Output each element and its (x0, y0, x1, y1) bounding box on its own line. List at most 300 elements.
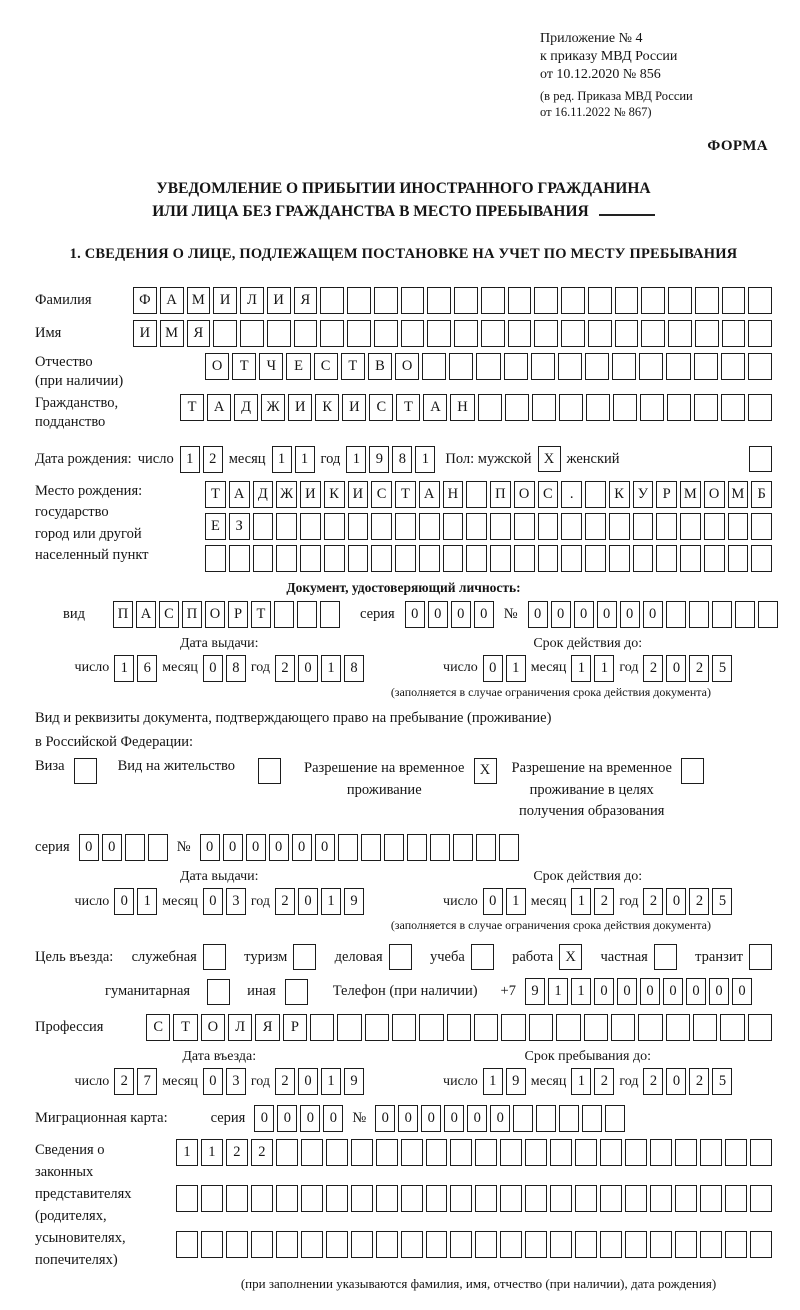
char-cell[interactable]: Т (395, 481, 416, 508)
char-cell[interactable]: 2 (226, 1139, 248, 1166)
char-cell[interactable] (226, 1185, 248, 1212)
char-cell[interactable]: Е (286, 353, 310, 380)
char-cell[interactable] (588, 320, 612, 347)
char-cell[interactable]: В (368, 353, 392, 380)
char-cell[interactable] (374, 320, 398, 347)
char-cell[interactable] (559, 1105, 579, 1132)
char-cell[interactable] (371, 513, 392, 540)
char-cell[interactable]: 1 (321, 1068, 341, 1095)
char-cell[interactable] (650, 1185, 672, 1212)
char-cell[interactable] (704, 513, 725, 540)
char-cell[interactable] (348, 513, 369, 540)
char-cell[interactable] (559, 394, 583, 421)
sex-male-checkbox[interactable]: X (538, 446, 561, 472)
char-cell[interactable] (675, 1231, 697, 1258)
char-cell[interactable] (748, 1014, 772, 1041)
char-cell[interactable] (326, 1139, 348, 1166)
char-cell[interactable] (320, 601, 340, 628)
char-cell[interactable]: Т (180, 394, 204, 421)
char-cell[interactable]: 0 (666, 1068, 686, 1095)
char-cell[interactable] (633, 513, 654, 540)
char-cell[interactable] (326, 1231, 348, 1258)
char-cell[interactable] (274, 601, 294, 628)
identity-number-cells[interactable] (528, 601, 778, 628)
char-cell[interactable]: Р (656, 481, 677, 508)
char-cell[interactable] (641, 287, 665, 314)
char-cell[interactable] (426, 1139, 448, 1166)
char-cell[interactable]: 0 (269, 834, 289, 861)
char-cell[interactable]: 0 (666, 655, 686, 682)
char-cell[interactable]: 0 (528, 601, 548, 628)
guardians-cells-row1[interactable] (176, 1139, 772, 1179)
char-cell[interactable]: 1 (571, 1068, 591, 1095)
char-cell[interactable] (536, 1105, 556, 1132)
identity-issue-day-cells[interactable] (114, 655, 157, 682)
char-cell[interactable] (392, 1014, 416, 1041)
char-cell[interactable]: 0 (686, 978, 706, 1005)
char-cell[interactable]: 0 (292, 834, 312, 861)
guardians-cells-row3[interactable] (176, 1231, 772, 1271)
stay-day-cells[interactable] (483, 1068, 526, 1095)
char-cell[interactable]: 0 (79, 834, 99, 861)
char-cell[interactable] (454, 320, 478, 347)
purpose-business-checkbox[interactable] (203, 944, 226, 970)
char-cell[interactable]: 9 (525, 978, 545, 1005)
char-cell[interactable] (504, 353, 528, 380)
char-cell[interactable] (751, 513, 772, 540)
char-cell[interactable] (561, 320, 585, 347)
char-cell[interactable] (148, 834, 168, 861)
char-cell[interactable]: 0 (246, 834, 266, 861)
char-cell[interactable]: 0 (467, 1105, 487, 1132)
char-cell[interactable]: А (419, 481, 440, 508)
char-cell[interactable] (395, 513, 416, 540)
char-cell[interactable]: 2 (689, 1068, 709, 1095)
char-cell[interactable] (401, 287, 425, 314)
birthplace-cells-row3[interactable] (205, 545, 772, 572)
char-cell[interactable]: Т (232, 353, 256, 380)
identity-valid-day-cells[interactable] (483, 655, 526, 682)
char-cell[interactable]: 1 (137, 888, 157, 915)
purpose-transit-checkbox[interactable] (749, 944, 772, 970)
char-cell[interactable]: 2 (275, 1068, 295, 1095)
char-cell[interactable] (500, 1231, 522, 1258)
char-cell[interactable] (348, 545, 369, 572)
char-cell[interactable] (693, 1014, 717, 1041)
char-cell[interactable]: П (182, 601, 202, 628)
char-cell[interactable]: 0 (375, 1105, 395, 1132)
char-cell[interactable]: 0 (203, 655, 223, 682)
char-cell[interactable] (481, 287, 505, 314)
char-cell[interactable] (694, 394, 718, 421)
residence-number-cells[interactable] (200, 834, 519, 861)
char-cell[interactable] (500, 1139, 522, 1166)
purpose-humanitarian-checkbox[interactable] (207, 979, 230, 1005)
char-cell[interactable] (666, 1014, 690, 1041)
char-cell[interactable] (376, 1231, 398, 1258)
char-cell[interactable] (447, 1014, 471, 1041)
char-cell[interactable]: 0 (444, 1105, 464, 1132)
char-cell[interactable] (531, 353, 555, 380)
char-cell[interactable]: 0 (223, 834, 243, 861)
char-cell[interactable] (639, 353, 663, 380)
char-cell[interactable]: 1 (506, 655, 526, 682)
char-cell[interactable] (666, 353, 690, 380)
char-cell[interactable]: А (136, 601, 156, 628)
char-cell[interactable]: С (314, 353, 338, 380)
purpose-other-checkbox[interactable] (285, 979, 308, 1005)
char-cell[interactable] (481, 320, 505, 347)
char-cell[interactable]: Д (234, 394, 258, 421)
birthplace-cells-row2[interactable] (205, 513, 772, 540)
char-cell[interactable]: Ч (259, 353, 283, 380)
char-cell[interactable] (650, 1139, 672, 1166)
char-cell[interactable]: 1 (176, 1139, 198, 1166)
char-cell[interactable] (695, 320, 719, 347)
char-cell[interactable]: О (205, 353, 229, 380)
char-cell[interactable]: А (207, 394, 231, 421)
char-cell[interactable]: С (371, 481, 392, 508)
char-cell[interactable] (419, 513, 440, 540)
char-cell[interactable]: 0 (594, 978, 614, 1005)
char-cell[interactable] (680, 513, 701, 540)
char-cell[interactable] (501, 1014, 525, 1041)
char-cell[interactable] (205, 545, 226, 572)
char-cell[interactable]: Т (205, 481, 226, 508)
char-cell[interactable] (324, 513, 345, 540)
char-cell[interactable]: 0 (421, 1105, 441, 1132)
char-cell[interactable] (612, 353, 636, 380)
char-cell[interactable] (656, 545, 677, 572)
char-cell[interactable] (401, 320, 425, 347)
char-cell[interactable]: 1 (272, 446, 292, 473)
char-cell[interactable]: 2 (643, 888, 663, 915)
char-cell[interactable] (513, 1105, 533, 1132)
char-cell[interactable] (728, 513, 749, 540)
identity-kind-cells[interactable] (113, 601, 340, 628)
char-cell[interactable]: 0 (709, 978, 729, 1005)
char-cell[interactable]: 0 (254, 1105, 274, 1132)
firstname-cells[interactable] (133, 320, 772, 347)
char-cell[interactable] (297, 601, 317, 628)
char-cell[interactable]: М (680, 481, 701, 508)
char-cell[interactable]: 2 (275, 655, 295, 682)
char-cell[interactable] (728, 545, 749, 572)
char-cell[interactable] (725, 1185, 747, 1212)
char-cell[interactable]: И (288, 394, 312, 421)
char-cell[interactable] (600, 1139, 622, 1166)
char-cell[interactable] (680, 545, 701, 572)
char-cell[interactable]: Т (341, 353, 365, 380)
char-cell[interactable] (712, 601, 732, 628)
char-cell[interactable]: И (348, 481, 369, 508)
char-cell[interactable] (251, 1231, 273, 1258)
char-cell[interactable] (748, 320, 772, 347)
char-cell[interactable] (426, 1185, 448, 1212)
char-cell[interactable] (426, 1231, 448, 1258)
char-cell[interactable] (276, 1139, 298, 1166)
char-cell[interactable] (609, 545, 630, 572)
char-cell[interactable]: 5 (712, 1068, 732, 1095)
char-cell[interactable] (201, 1231, 223, 1258)
char-cell[interactable] (401, 1185, 423, 1212)
char-cell[interactable] (550, 1139, 572, 1166)
birth-year-cells[interactable] (346, 446, 435, 473)
char-cell[interactable] (550, 1231, 572, 1258)
char-cell[interactable]: 5 (712, 655, 732, 682)
char-cell[interactable]: 2 (689, 888, 709, 915)
char-cell[interactable]: О (395, 353, 419, 380)
char-cell[interactable]: 0 (114, 888, 134, 915)
char-cell[interactable] (758, 601, 778, 628)
char-cell[interactable] (700, 1139, 722, 1166)
char-cell[interactable]: Ж (276, 481, 297, 508)
char-cell[interactable]: 0 (203, 888, 223, 915)
char-cell[interactable]: С (146, 1014, 170, 1041)
char-cell[interactable]: 0 (298, 888, 318, 915)
char-cell[interactable] (443, 545, 464, 572)
char-cell[interactable]: 0 (203, 1068, 223, 1095)
char-cell[interactable] (474, 1014, 498, 1041)
char-cell[interactable]: Л (240, 287, 264, 314)
char-cell[interactable]: М (187, 287, 211, 314)
char-cell[interactable] (615, 320, 639, 347)
purpose-study-checkbox[interactable] (471, 944, 494, 970)
char-cell[interactable]: А (229, 481, 250, 508)
char-cell[interactable] (689, 601, 709, 628)
char-cell[interactable] (700, 1231, 722, 1258)
char-cell[interactable]: 0 (315, 834, 335, 861)
char-cell[interactable]: К (324, 481, 345, 508)
char-cell[interactable] (384, 834, 404, 861)
char-cell[interactable] (561, 287, 585, 314)
char-cell[interactable] (668, 320, 692, 347)
char-cell[interactable] (300, 545, 321, 572)
char-cell[interactable]: Т (396, 394, 420, 421)
char-cell[interactable]: 8 (344, 655, 364, 682)
char-cell[interactable] (301, 1231, 323, 1258)
char-cell[interactable]: 0 (277, 1105, 297, 1132)
char-cell[interactable] (449, 353, 473, 380)
char-cell[interactable] (294, 320, 318, 347)
char-cell[interactable]: Л (228, 1014, 252, 1041)
char-cell[interactable] (588, 287, 612, 314)
entry-day-cells[interactable] (114, 1068, 157, 1095)
char-cell[interactable] (695, 287, 719, 314)
char-cell[interactable] (525, 1185, 547, 1212)
char-cell[interactable] (450, 1231, 472, 1258)
char-cell[interactable]: 9 (506, 1068, 526, 1095)
char-cell[interactable]: Н (443, 481, 464, 508)
char-cell[interactable] (427, 287, 451, 314)
char-cell[interactable]: 0 (474, 601, 494, 628)
char-cell[interactable] (575, 1185, 597, 1212)
char-cell[interactable]: 0 (551, 601, 571, 628)
char-cell[interactable] (276, 1185, 298, 1212)
char-cell[interactable]: 0 (597, 601, 617, 628)
identity-valid-year-cells[interactable] (643, 655, 732, 682)
char-cell[interactable] (600, 1185, 622, 1212)
char-cell[interactable]: 9 (344, 888, 364, 915)
char-cell[interactable] (320, 320, 344, 347)
char-cell[interactable]: 8 (392, 446, 412, 473)
char-cell[interactable]: 9 (369, 446, 389, 473)
char-cell[interactable] (735, 601, 755, 628)
char-cell[interactable] (376, 1185, 398, 1212)
char-cell[interactable] (585, 481, 606, 508)
char-cell[interactable]: 3 (226, 1068, 246, 1095)
birth-day-cells[interactable] (180, 446, 223, 473)
char-cell[interactable]: З (229, 513, 250, 540)
entry-year-cells[interactable] (275, 1068, 364, 1095)
char-cell[interactable]: 0 (323, 1105, 343, 1132)
char-cell[interactable] (276, 545, 297, 572)
char-cell[interactable]: 0 (451, 601, 471, 628)
char-cell[interactable]: 5 (712, 888, 732, 915)
char-cell[interactable] (395, 545, 416, 572)
char-cell[interactable] (347, 320, 371, 347)
char-cell[interactable] (585, 513, 606, 540)
char-cell[interactable] (514, 545, 535, 572)
char-cell[interactable] (694, 353, 718, 380)
char-cell[interactable]: 3 (226, 888, 246, 915)
char-cell[interactable]: 1 (571, 978, 591, 1005)
char-cell[interactable] (720, 1014, 744, 1041)
char-cell[interactable] (475, 1185, 497, 1212)
char-cell[interactable]: 2 (643, 1068, 663, 1095)
char-cell[interactable]: Т (251, 601, 271, 628)
char-cell[interactable] (267, 320, 291, 347)
purpose-private-checkbox[interactable] (654, 944, 677, 970)
migration-number-cells[interactable] (375, 1105, 625, 1132)
char-cell[interactable]: 6 (137, 655, 157, 682)
char-cell[interactable] (667, 394, 691, 421)
char-cell[interactable] (201, 1185, 223, 1212)
rvp-checkbox[interactable]: X (474, 758, 497, 784)
char-cell[interactable]: 0 (298, 1068, 318, 1095)
char-cell[interactable]: Д (253, 481, 274, 508)
char-cell[interactable] (750, 1231, 772, 1258)
char-cell[interactable]: К (315, 394, 339, 421)
char-cell[interactable] (427, 320, 451, 347)
char-cell[interactable]: 1 (114, 655, 134, 682)
char-cell[interactable] (125, 834, 145, 861)
char-cell[interactable]: 0 (617, 978, 637, 1005)
char-cell[interactable]: Б (751, 481, 772, 508)
char-cell[interactable] (401, 1231, 423, 1258)
char-cell[interactable] (538, 545, 559, 572)
char-cell[interactable] (534, 320, 558, 347)
char-cell[interactable]: Е (205, 513, 226, 540)
char-cell[interactable] (638, 1014, 662, 1041)
residence-issue-day-cells[interactable] (114, 888, 157, 915)
char-cell[interactable] (476, 353, 500, 380)
char-cell[interactable] (750, 1139, 772, 1166)
char-cell[interactable] (505, 394, 529, 421)
residence-valid-day-cells[interactable] (483, 888, 526, 915)
char-cell[interactable]: 0 (732, 978, 752, 1005)
char-cell[interactable]: 0 (200, 834, 220, 861)
char-cell[interactable] (251, 1185, 273, 1212)
char-cell[interactable] (213, 320, 237, 347)
char-cell[interactable] (320, 287, 344, 314)
char-cell[interactable]: И (300, 481, 321, 508)
char-cell[interactable] (478, 394, 502, 421)
residence-issue-year-cells[interactable] (275, 888, 364, 915)
char-cell[interactable] (609, 513, 630, 540)
residence-series-cells[interactable] (79, 834, 168, 861)
vnzh-checkbox[interactable] (258, 758, 281, 784)
char-cell[interactable] (748, 353, 772, 380)
char-cell[interactable] (558, 353, 582, 380)
char-cell[interactable] (490, 513, 511, 540)
char-cell[interactable] (176, 1231, 198, 1258)
char-cell[interactable]: 0 (405, 601, 425, 628)
char-cell[interactable]: И (267, 287, 291, 314)
char-cell[interactable]: 0 (102, 834, 122, 861)
char-cell[interactable]: Т (173, 1014, 197, 1041)
char-cell[interactable]: П (490, 481, 511, 508)
char-cell[interactable]: 0 (643, 601, 663, 628)
char-cell[interactable] (532, 394, 556, 421)
char-cell[interactable]: О (205, 601, 225, 628)
char-cell[interactable] (324, 545, 345, 572)
char-cell[interactable] (419, 545, 440, 572)
char-cell[interactable]: С (159, 601, 179, 628)
char-cell[interactable] (605, 1105, 625, 1132)
char-cell[interactable] (529, 1014, 553, 1041)
char-cell[interactable]: 2 (594, 1068, 614, 1095)
char-cell[interactable]: 1 (483, 1068, 503, 1095)
char-cell[interactable] (253, 545, 274, 572)
char-cell[interactable] (666, 601, 686, 628)
identity-issue-year-cells[interactable] (275, 655, 364, 682)
char-cell[interactable] (226, 1231, 248, 1258)
char-cell[interactable] (276, 1231, 298, 1258)
char-cell[interactable] (525, 1139, 547, 1166)
char-cell[interactable] (466, 545, 487, 572)
profession-cells[interactable] (146, 1014, 772, 1041)
char-cell[interactable]: У (633, 481, 654, 508)
char-cell[interactable]: 1 (201, 1139, 223, 1166)
char-cell[interactable] (615, 287, 639, 314)
char-cell[interactable] (351, 1139, 373, 1166)
char-cell[interactable] (454, 287, 478, 314)
birth-month-cells[interactable] (272, 446, 315, 473)
char-cell[interactable]: 2 (114, 1068, 134, 1095)
char-cell[interactable] (176, 1185, 198, 1212)
char-cell[interactable] (625, 1185, 647, 1212)
char-cell[interactable] (534, 287, 558, 314)
sex-female-checkbox[interactable] (749, 446, 772, 472)
char-cell[interactable] (374, 287, 398, 314)
char-cell[interactable]: 0 (640, 978, 660, 1005)
char-cell[interactable]: 0 (574, 601, 594, 628)
char-cell[interactable]: А (423, 394, 447, 421)
stay-year-cells[interactable] (643, 1068, 732, 1095)
char-cell[interactable]: А (160, 287, 184, 314)
birthplace-cells-row1[interactable] (205, 481, 772, 508)
char-cell[interactable] (586, 394, 610, 421)
char-cell[interactable] (561, 545, 582, 572)
char-cell[interactable] (337, 1014, 361, 1041)
char-cell[interactable] (407, 834, 427, 861)
purpose-work-checkbox[interactable]: X (559, 944, 582, 970)
char-cell[interactable] (419, 1014, 443, 1041)
char-cell[interactable] (253, 513, 274, 540)
char-cell[interactable]: 1 (346, 446, 366, 473)
char-cell[interactable]: 2 (689, 655, 709, 682)
